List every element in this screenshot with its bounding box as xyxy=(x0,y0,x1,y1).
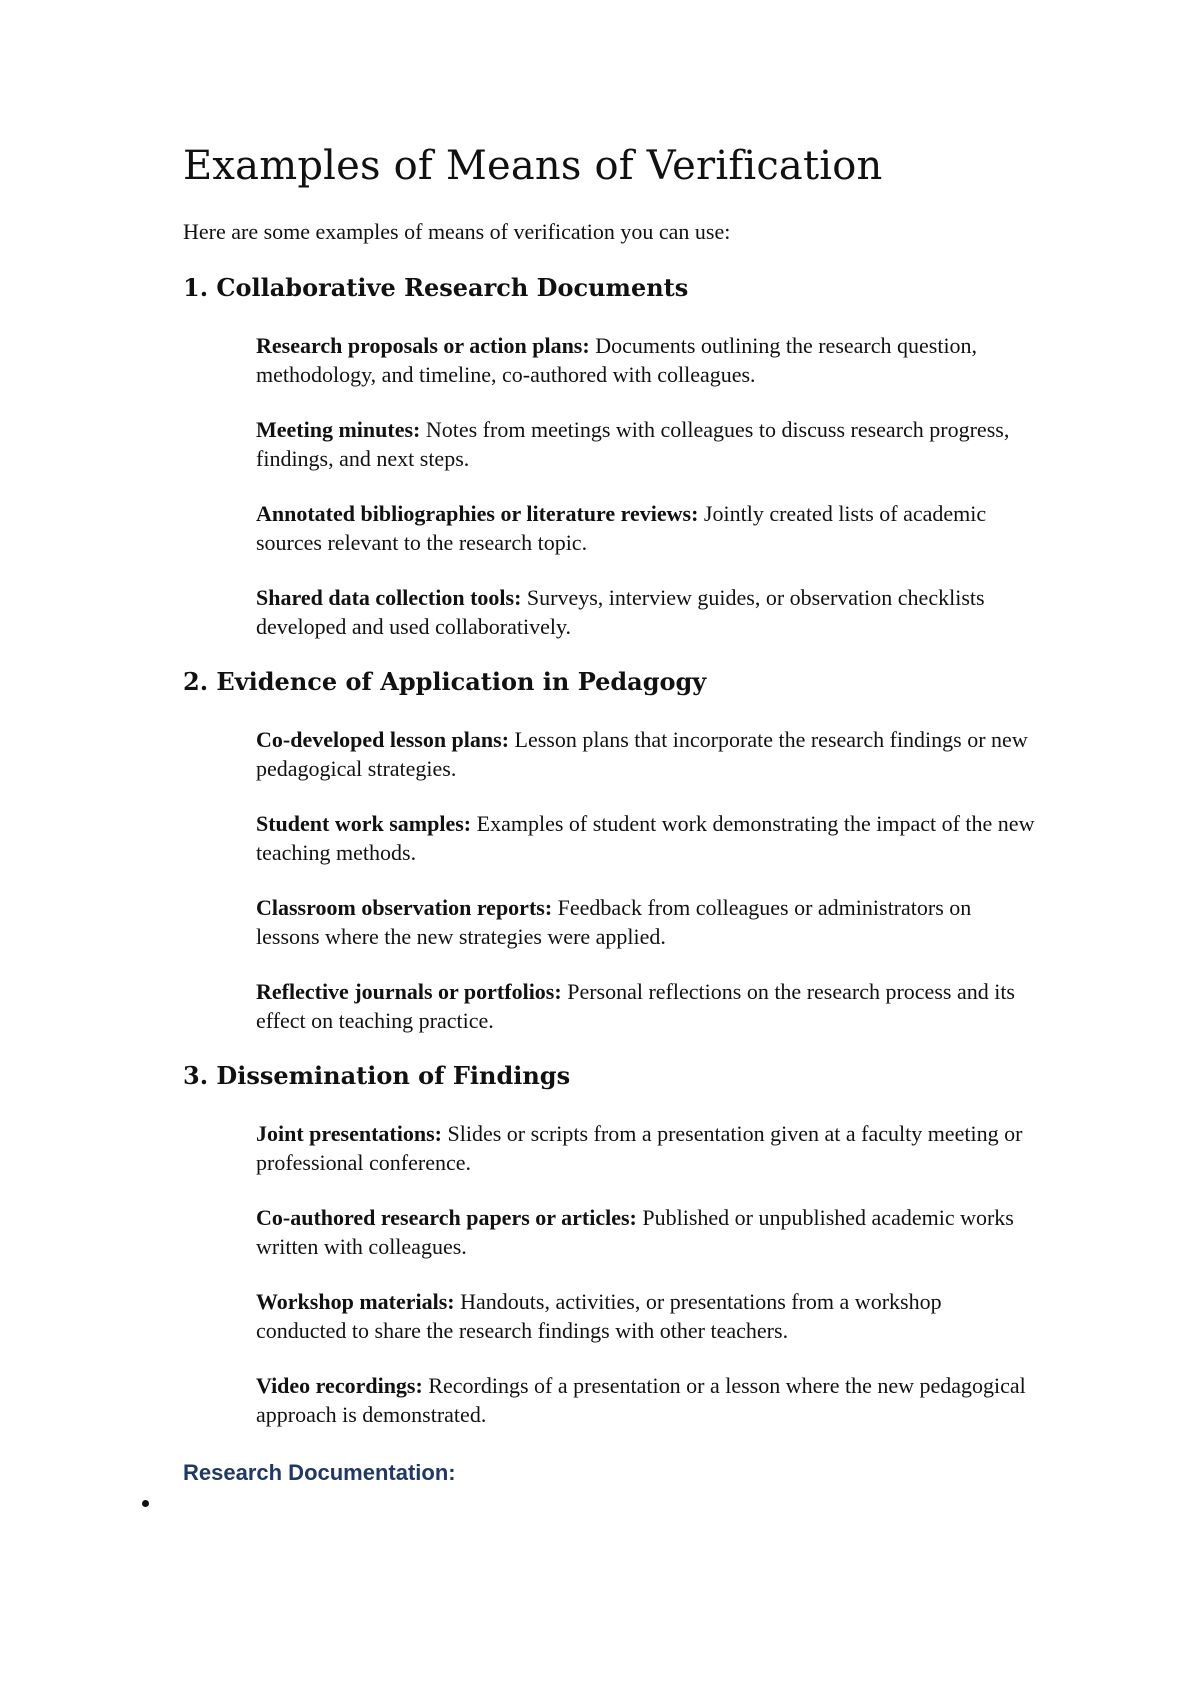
item-description: Recordings of a presentation or a lesson where the new pedagogical approach is demonstrated. xyxy=(256,1373,1026,1427)
research-documentation-heading: Research Documentation: xyxy=(183,1460,456,1485)
item-term: Workshop materials: xyxy=(256,1289,455,1314)
list-item xyxy=(256,1204,1036,1261)
section-heading-evidence-of-application: 2. Evidence of Application in Pedagogy xyxy=(183,667,707,696)
intro-paragraph: Here are some examples of means of verification you can use: xyxy=(183,219,731,244)
item-description: Lesson plans that incorporate the research findings or new pedagogical strategies. xyxy=(256,727,1028,781)
list-item xyxy=(256,894,1036,951)
item-description: Jointly created lists of academic sources relevant to the research topic. xyxy=(256,501,987,555)
item-term: Joint presentations: xyxy=(256,1121,442,1146)
item-description: Slides or scripts from a presentation given at a faculty meeting or professional conference. xyxy=(256,1121,1023,1175)
item-term: Meeting minutes: xyxy=(256,417,421,442)
item-term: Reflective journals or portfolios: xyxy=(256,979,562,1004)
list-item xyxy=(256,584,1036,641)
bullet-dot-icon xyxy=(142,1500,149,1507)
page-title: Examples of Means of Verification xyxy=(183,143,883,189)
item-description: Examples of student work demonstrating the impact of the new teaching methods. xyxy=(256,811,1035,865)
item-term: Research proposals or action plans: xyxy=(256,333,590,358)
list-item xyxy=(256,332,1036,389)
item-term: Co-developed lesson plans: xyxy=(256,727,510,752)
item-description: Published or unpublished academic works written with colleagues. xyxy=(256,1205,1014,1259)
item-term: Shared data collection tools: xyxy=(256,585,522,610)
item-term: Annotated bibliographies or literature reviews: xyxy=(256,501,699,526)
list-item xyxy=(256,500,1036,557)
list-item xyxy=(256,1120,1036,1177)
list-item xyxy=(256,810,1036,867)
item-description: Surveys, interview guides, or observation checklists developed and used collaboratively. xyxy=(256,585,985,639)
list-item xyxy=(256,416,1036,473)
item-term: Co-authored research papers or articles: xyxy=(256,1205,637,1230)
item-term: Student work samples: xyxy=(256,811,472,836)
list-item xyxy=(256,1288,1036,1345)
item-term: Video recordings: xyxy=(256,1373,423,1398)
list-item xyxy=(256,1372,1036,1429)
item-description: Feedback from colleagues or administrators on lessons where the new strategies were applied. xyxy=(256,895,972,949)
list-item xyxy=(256,726,1036,783)
section-heading-collaborative-research: 1. Collaborative Research Documents xyxy=(183,273,689,302)
bullet-list xyxy=(142,1488,149,1507)
section-heading-dissemination: 3. Dissemination of Findings xyxy=(183,1061,571,1090)
item-description: Handouts, activities, or presentations from a workshop conducted to share the research findings with other teachers. xyxy=(256,1289,942,1343)
item-description: Notes from meetings with colleagues to discuss research progress, findings, and next steps. xyxy=(256,417,1010,471)
item-term: Classroom observation reports: xyxy=(256,895,553,920)
list-item xyxy=(256,978,1036,1035)
item-description: Personal reflections on the research process and its effect on teaching practice. xyxy=(256,979,1015,1033)
bullet-list-item xyxy=(142,1500,149,1507)
item-description: Documents outlining the research question, methodology, and timeline, co-authored with colleagues. xyxy=(256,333,978,387)
